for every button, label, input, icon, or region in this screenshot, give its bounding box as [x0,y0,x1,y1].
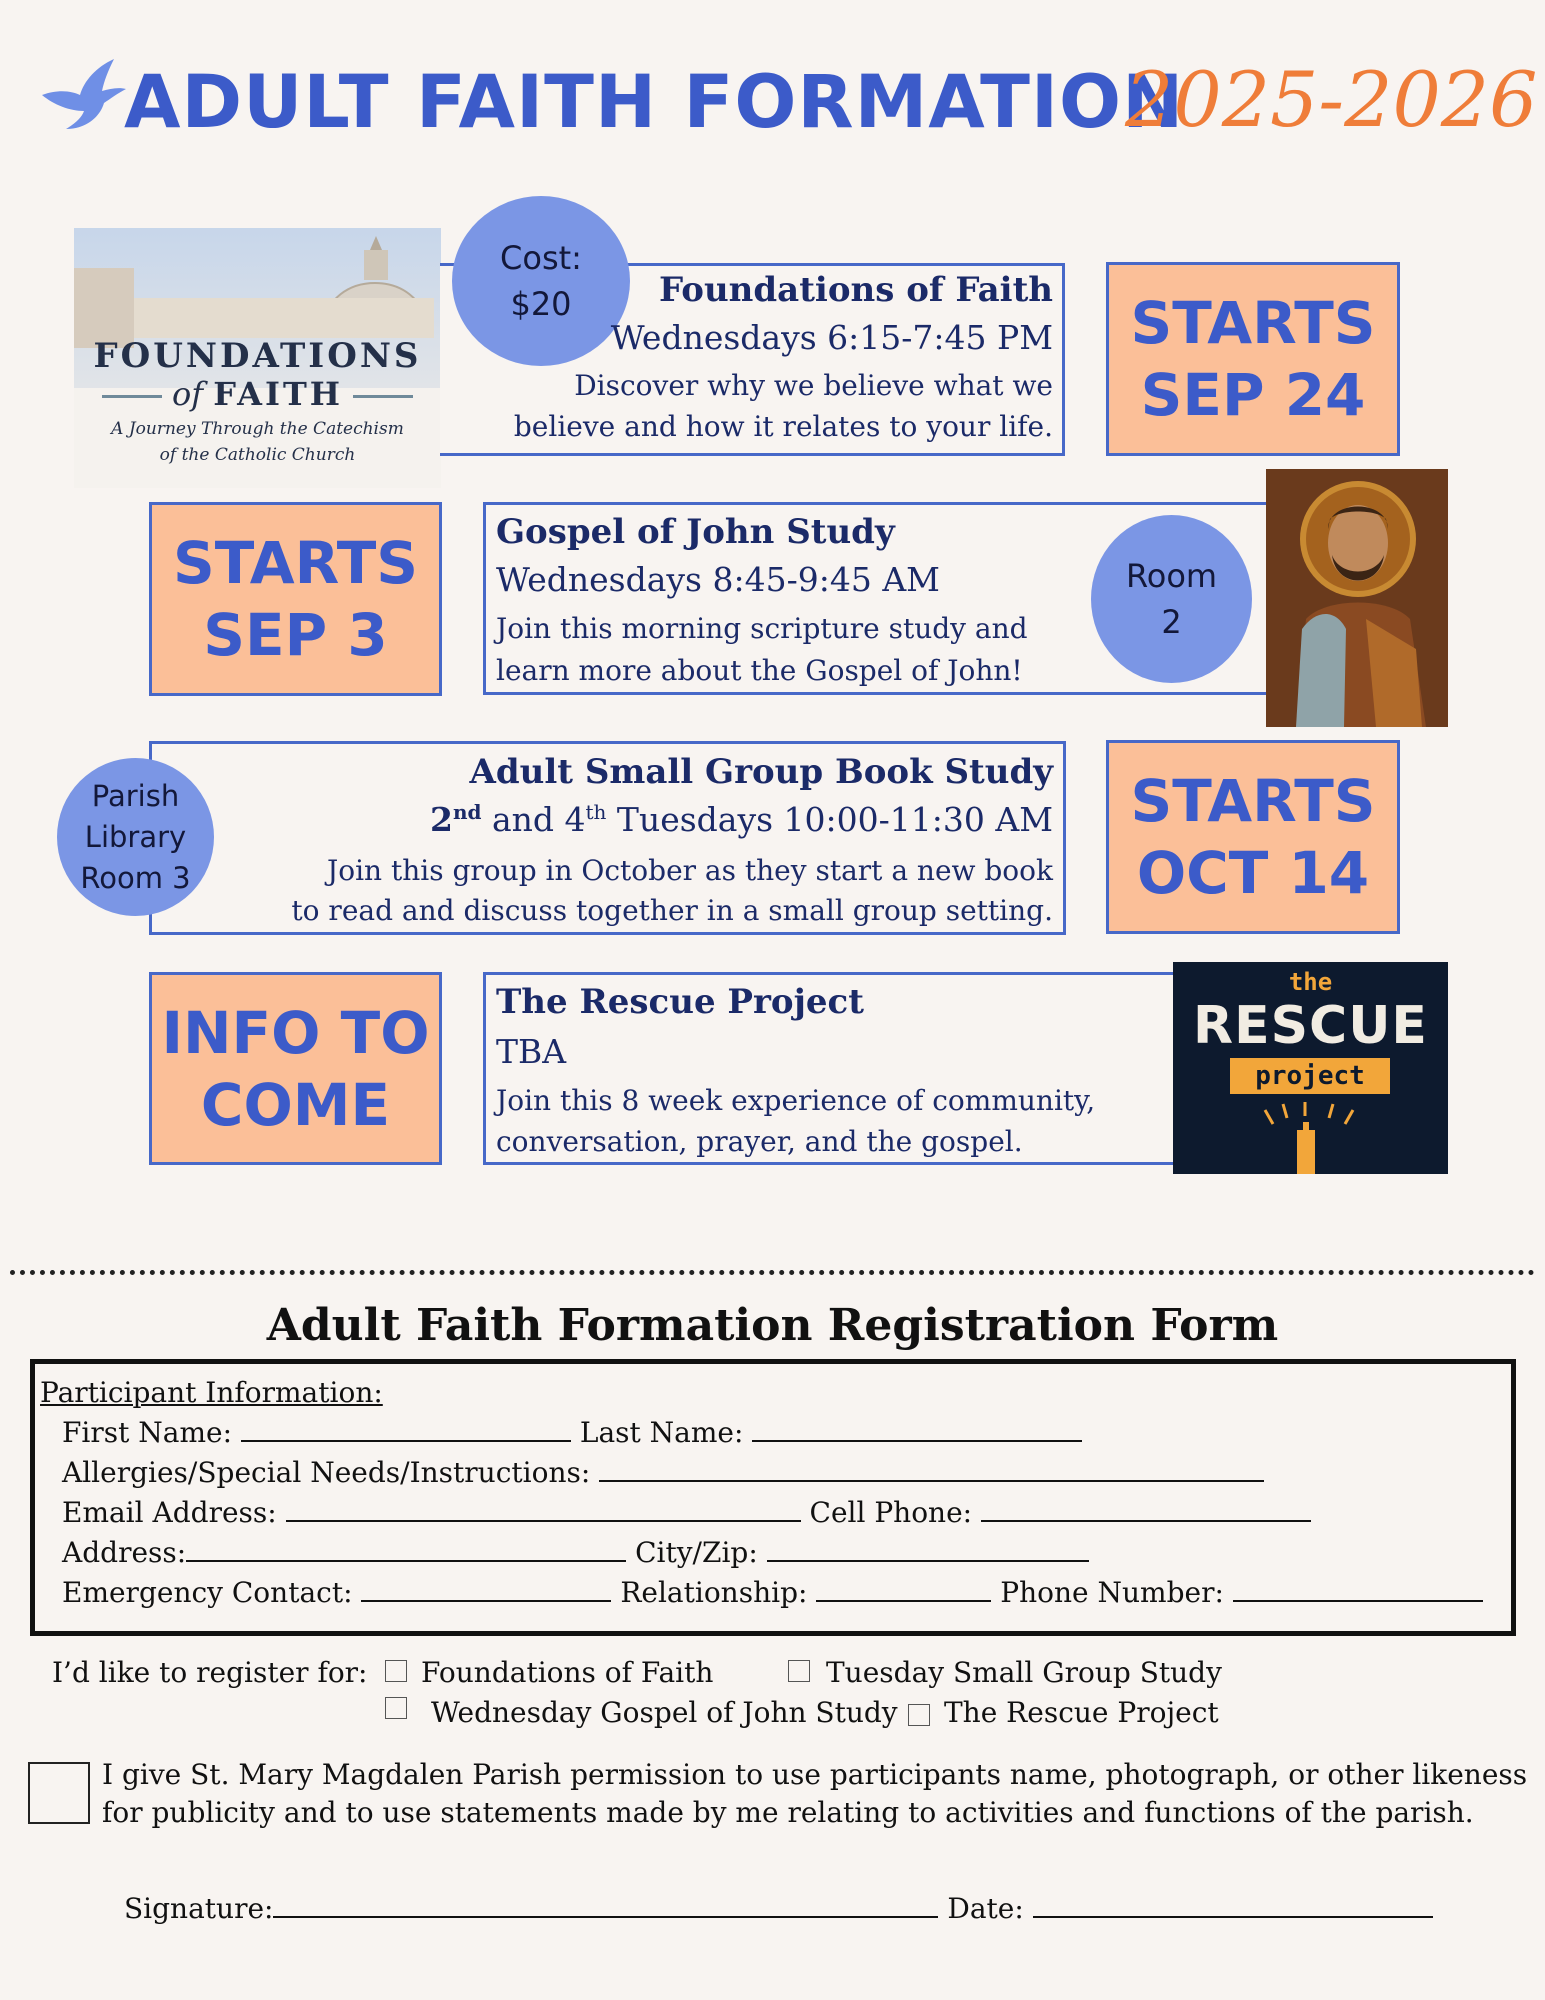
foundations-schedule: Wednesdays 6:15-7:45 PM [610,318,1053,357]
page-title: ADULT FAITH FORMATION [124,60,1185,145]
allergies-field[interactable] [599,1456,1264,1482]
cell-phone-field[interactable] [981,1496,1311,1522]
allergies-label: Allergies/Special Needs/Instructions: [62,1456,591,1489]
john-room-badge: Room 2 [1091,515,1252,683]
foundations-start-badge: STARTS SEP 24 [1106,262,1400,456]
first-name-label: First Name: [62,1416,233,1449]
foundations-cost-badge: Cost: $20 [452,196,630,366]
form-title: Adult Faith Formation Registration Form [266,1300,1279,1351]
checkbox-foundations[interactable] [385,1660,407,1682]
signature-label: Signature: [124,1892,274,1925]
relationship-field[interactable] [816,1576,991,1602]
city-zip-field[interactable] [767,1536,1089,1562]
foundations-image [74,228,441,488]
email-field[interactable] [286,1496,801,1522]
rescue-desc-1: Join this 8 week experience of community, [496,1084,1096,1117]
emergency-contact-field[interactable] [361,1576,611,1602]
rescue-start-badge: INFO TO COME [149,972,442,1165]
address-field[interactable] [186,1536,626,1562]
foundations-desc-2: believe and how it relates to your life. [513,410,1053,443]
john-desc-2: learn more about the Gospel of John! [496,654,1023,687]
signature-field[interactable] [273,1892,938,1918]
foundations-title: Foundations of Faith [659,270,1053,310]
dove-icon [38,55,128,135]
permission-text-1: I give St. Mary Magdalen Parish permission to use participants name, photograph, or other likeness [102,1758,1528,1791]
rescue-logo-the: the [1288,968,1333,996]
foundations-desc-1: Discover why we believe what we [574,369,1053,402]
john-schedule: Wednesdays 8:45-9:45 AM [496,560,940,599]
permission-text-2: for publicity and to use statements made by me relating to activities and functions of the parish. [102,1796,1474,1829]
participant-section-label: Participant Information: [40,1376,383,1409]
phone-number-field[interactable] [1233,1576,1483,1602]
phone-number-label: Phone Number: [1000,1576,1224,1609]
name-row [62,1416,1082,1449]
john-icon-image [1266,469,1448,727]
rescue-desc-2: conversation, prayer, and the gospel. [496,1125,1023,1158]
date-field[interactable] [1033,1892,1433,1918]
checkbox-tuesday-study[interactable] [788,1660,810,1682]
book-title: Adult Small Group Book Study [469,752,1053,792]
rescue-schedule: TBA [496,1032,567,1071]
relationship-label: Relationship: [620,1576,808,1609]
option-gospel-label: Wednesday Gospel of John Study [431,1696,898,1729]
emergency-row [62,1576,1483,1609]
cell-phone-label: Cell Phone: [809,1496,973,1529]
foundations-image-sub-1: A Journey Through the Catechism [111,419,404,439]
last-name-field[interactable] [752,1416,1082,1442]
book-desc-1: Join this group in October as they start a new book [327,854,1053,887]
email-label: Email Address: [62,1496,277,1529]
option-foundations-label: Foundations of Faith [421,1656,714,1689]
email-row [62,1496,1311,1529]
permission-checkbox[interactable] [28,1762,90,1824]
option-tuesday-label: Tuesday Small Group Study [826,1656,1222,1689]
checkbox-gospel-john[interactable] [385,1697,407,1719]
book-schedule: 2nd and 4th Tuesdays 10:00-11:30 AM [429,800,1053,839]
date-label: Date: [947,1892,1024,1925]
rescue-hand-icon [1173,1094,1448,1174]
foundations-image-title-2: of FAITH [74,375,441,413]
option-rescue-label: The Rescue Project [944,1696,1219,1729]
page-year: 2025-2026 [1125,55,1538,144]
cut-line-divider [10,1270,1535,1275]
emergency-contact-label: Emergency Contact: [62,1576,353,1609]
john-title: Gospel of John Study [496,512,895,552]
first-name-field[interactable] [241,1416,571,1442]
signature-row [124,1892,1433,1925]
address-row [62,1536,1089,1569]
rescue-logo-rescue: RESCUE [1193,996,1428,1056]
book-location-badge: Parish Library Room 3 [57,758,214,916]
book-start-badge: STARTS OCT 14 [1106,740,1400,934]
foundations-image-sub-2: of the Catholic Church [159,445,356,465]
last-name-label: Last Name: [579,1416,744,1449]
foundations-image-title: FOUNDATIONS [93,336,422,376]
book-desc-2: to read and discuss together in a small group setting. [291,894,1053,927]
rescue-logo [1173,962,1448,1174]
john-desc-1: Join this morning scripture study and [496,612,1028,645]
allergies-row [62,1456,1264,1489]
register-label: I’d like to register for: [52,1656,368,1689]
city-zip-label: City/Zip: [635,1536,758,1569]
john-start-badge: STARTS SEP 3 [149,502,442,696]
address-label: Address: [62,1536,187,1569]
rescue-logo-project: project [1230,1058,1390,1094]
checkbox-rescue-project[interactable] [908,1704,930,1726]
rescue-title: The Rescue Project [496,982,864,1022]
